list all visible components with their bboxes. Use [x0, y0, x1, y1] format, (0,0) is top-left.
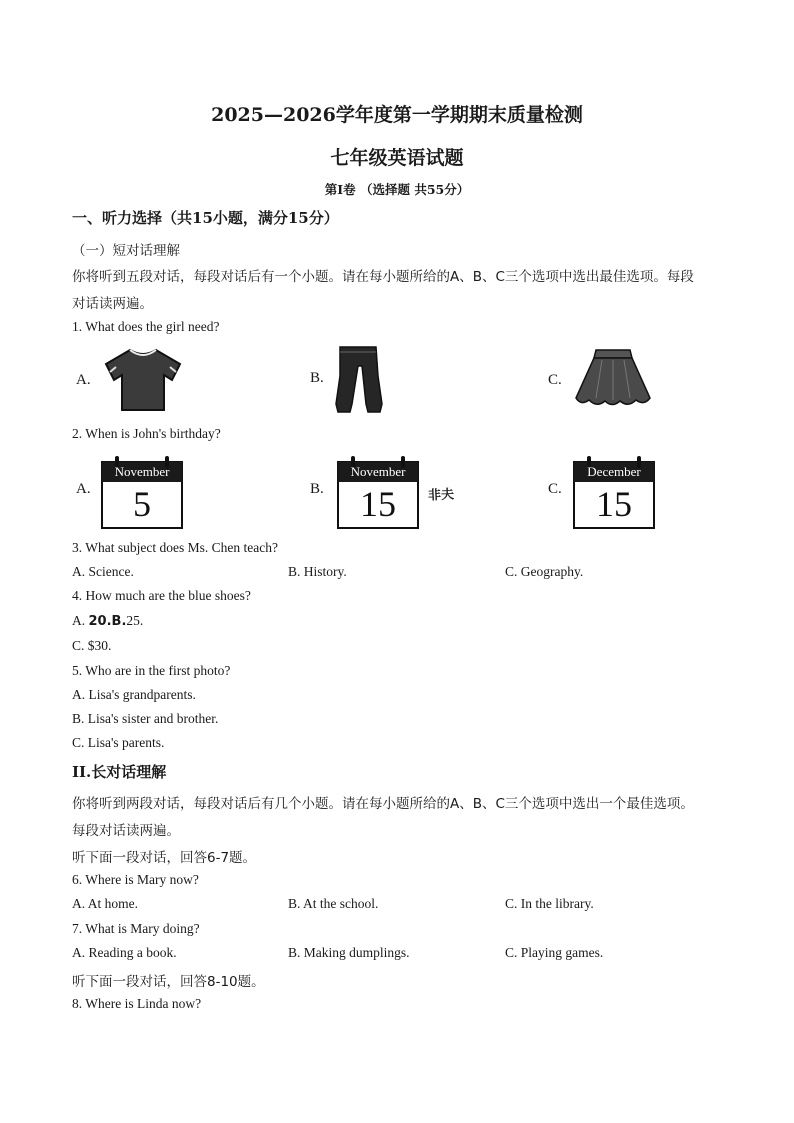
calendar-day: 15	[596, 484, 632, 524]
q7-option-b: B. Making dumplings.	[288, 945, 410, 960]
q1-option-b-label: B.	[310, 370, 324, 386]
q1-option-c-label: C.	[548, 372, 562, 388]
calendar-a	[101, 456, 183, 526]
section1-heading: 一、听力选择（共15小题，满分15分）	[72, 209, 339, 227]
section2-instructions-line2: 每段对话读两遍。	[72, 823, 180, 839]
section2-heading: II.长对话理解	[72, 763, 167, 781]
calendar-month: December	[587, 464, 641, 479]
q4-option-a-prefix: A.	[72, 613, 89, 628]
q7-option-a: A. Reading a book.	[72, 945, 177, 960]
calendar-c	[573, 456, 655, 526]
volume-label: 第Ⅰ卷 （选择题 共55分）	[324, 182, 470, 197]
q3-option-c: C. Geography.	[505, 564, 584, 579]
part1-title: （一）短对话理解	[72, 243, 180, 259]
calendar-month: November	[114, 464, 170, 479]
q5-option-c: C. Lisa's parents.	[72, 735, 165, 750]
q6-option-b: B. At the school.	[288, 896, 379, 911]
q5-option-b: B. Lisa's sister and brother.	[72, 711, 219, 726]
q5-option-a: A. Lisa's grandparents.	[72, 687, 196, 702]
t-shirt-icon	[102, 346, 184, 414]
q6-option-c: C. In the library.	[505, 896, 594, 911]
exam-title: 2025—2026学年度第一学期期末质量检测	[211, 104, 583, 126]
question-8: 8. Where is Linda now?	[72, 996, 202, 1011]
q2-option-a-label: A.	[76, 481, 91, 497]
dialog1-intro: 听下面一段对话，回答6-7题。	[72, 850, 257, 866]
skirt-icon	[572, 348, 654, 410]
q2-option-c-label: C.	[548, 481, 562, 497]
question-5: 5. Who are in the first photo?	[72, 663, 231, 678]
question-4: 4. How much are the blue shoes?	[72, 588, 251, 603]
handwritten-note: 非夫	[427, 487, 455, 504]
q2-option-b-label: B.	[310, 481, 324, 497]
q6-option-a: A. At home.	[72, 896, 138, 911]
question-1: 1. What does the girl need?	[72, 319, 220, 334]
section1-instructions-line1: 你将听到五段对话，每段对话后有一个小题。请在每小题所给的A、B、C三个选项中选出最佳选项。每段	[72, 269, 694, 285]
dialog2-intro: 听下面一段对话，回答8-10题。	[72, 974, 265, 990]
q1-option-a-label: A.	[76, 372, 91, 388]
question-6: 6. Where is Mary now?	[72, 872, 199, 887]
calendar-day: 5	[133, 484, 151, 524]
calendar-b	[337, 456, 419, 526]
section2-instructions-line1: 你将听到两段对话，每段对话后有几个小题。请在每小题所给的A、B、C三个选项中选出一个最佳选项。	[72, 796, 694, 812]
q4-option-ab-bold: 20.B.	[88, 614, 127, 629]
q3-option-a: A. Science.	[72, 564, 134, 579]
exam-subtitle: 七年级英语试题	[330, 147, 464, 169]
question-2: 2. When is John's birthday?	[72, 426, 221, 441]
calendar-day: 15	[360, 484, 396, 524]
q4-option-ab	[72, 613, 143, 629]
q4-option-c: C. $30.	[72, 638, 112, 653]
trousers-icon	[334, 344, 384, 416]
q4-option-b-suffix: 25.	[126, 613, 144, 628]
section1-instructions-line2: 对话读两遍。	[72, 296, 153, 312]
question-7: 7. What is Mary doing?	[72, 921, 200, 936]
q7-option-c: C. Playing games.	[505, 945, 604, 960]
question-3: 3. What subject does Ms. Chen teach?	[72, 540, 278, 555]
q3-option-b: B. History.	[288, 564, 347, 579]
calendar-month: November	[350, 464, 406, 479]
